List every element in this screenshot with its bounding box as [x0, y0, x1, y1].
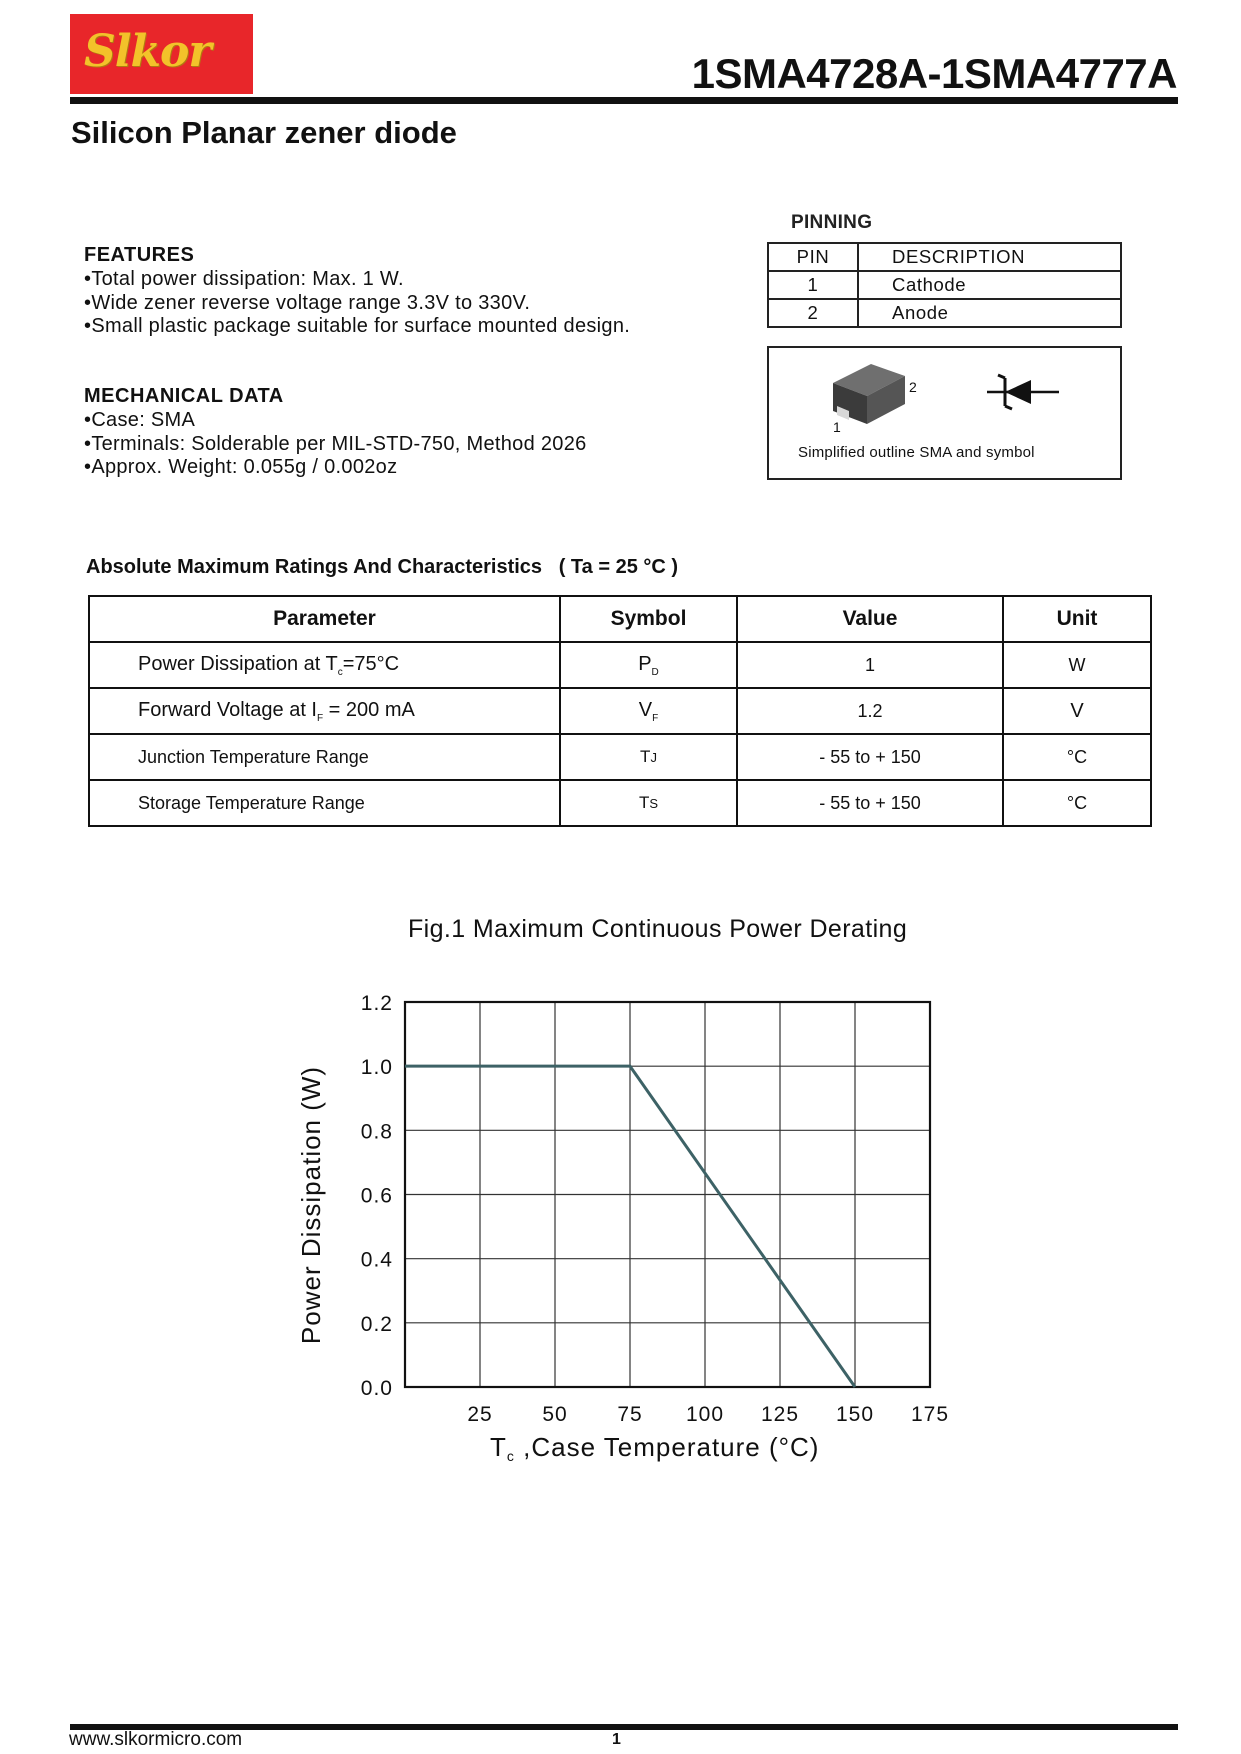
x-axis-label-tail: ,Case Temperature (°C) [514, 1432, 820, 1462]
pinning-heading: PINNING [791, 212, 873, 233]
y-axis-ticks [361, 992, 393, 1400]
table-cell: Junction Temperature Range [89, 734, 560, 780]
brand-logo-text: Slkor [84, 26, 211, 77]
table-cell: Anode [858, 299, 1121, 327]
x-tick-label: 100 [685, 1403, 725, 1426]
table-cell: °C [1003, 734, 1151, 780]
chart-title: Fig.1 Maximum Continuous Power Derating [408, 915, 908, 943]
y-tick-label: 0.6 [360, 1184, 393, 1208]
table-cell [560, 780, 737, 826]
table-header-cell: Value [737, 596, 1003, 642]
table-cell: V [1003, 688, 1151, 734]
table-header-row [768, 243, 1121, 271]
param-text: Forward Voltage at I [138, 698, 317, 721]
x-axis-label-sub: c [506, 1448, 515, 1464]
table-cell: 1 [737, 642, 1003, 688]
table-header-cell: DESCRIPTION [858, 243, 1121, 271]
table-row [89, 780, 1151, 826]
symbol-subscript: F [652, 712, 659, 724]
table-row [89, 734, 1151, 780]
table-header-cell: Parameter [89, 596, 560, 642]
symbol-subscript: D [651, 666, 659, 678]
x-tick-label: 75 [617, 1403, 643, 1426]
param-text: Power Dissipation at T [138, 652, 338, 675]
table-cell: 2 [768, 299, 858, 327]
footer-url: www.slkormicro.com [69, 1729, 243, 1750]
y-tick-label: 0.4 [360, 1248, 393, 1272]
list-item: • Terminals: Solderable per MIL-STD-750, Method 2026 [84, 433, 587, 457]
x-axis-label [490, 1432, 819, 1464]
table-cell: - 55 to + 150 [737, 780, 1003, 826]
page-number: 1 [612, 1731, 621, 1748]
list-item: • Case: SMA [84, 409, 587, 433]
table-cell [89, 642, 560, 688]
document-title: Silicon Planar zener diode [71, 115, 457, 150]
x-axis-label-main: T [490, 1432, 507, 1462]
outline-caption: Simplified outline SMA and symbol [798, 444, 1035, 461]
table-header-cell: PIN [768, 243, 858, 271]
list-item: • Small plastic package suitable for surface mounted design. [84, 315, 630, 339]
x-tick-label: 150 [835, 1403, 875, 1426]
table-cell: Storage Temperature Range [89, 780, 560, 826]
x-tick-label: 50 [542, 1403, 568, 1426]
table-header-cell: Unit [1003, 596, 1151, 642]
table-cell [560, 734, 737, 780]
zener-diode-symbol-icon [987, 375, 1059, 409]
mechanical-heading: MECHANICAL DATA [84, 385, 284, 407]
list-item: • Approx. Weight: 0.055g / 0.002oz [84, 456, 587, 480]
param-tail: =75°C [342, 652, 400, 675]
y-tick-label: 0.8 [360, 1120, 393, 1144]
chart-grid [405, 1002, 930, 1387]
symbol-text: T [640, 747, 651, 766]
symbol-text: V [638, 698, 653, 721]
list-item: • Total power dissipation: Max. 1 W. [84, 268, 630, 292]
y-tick-label: 1.0 [360, 1056, 393, 1080]
features-heading: FEATURES [84, 244, 195, 266]
features-list [84, 268, 630, 339]
table-row [89, 642, 1151, 688]
x-tick-label: 25 [467, 1403, 493, 1426]
table-cell [560, 688, 737, 734]
y-axis-label: Power Dissipation (W) [296, 1065, 326, 1345]
table-row [768, 271, 1121, 299]
package-pin-label: 1 [833, 419, 841, 435]
table-cell: Cathode [858, 271, 1121, 299]
brand-logo [70, 14, 253, 94]
symbol-subscript: J [650, 750, 657, 765]
symbol-text: T [638, 793, 650, 812]
x-axis-ticks [467, 1403, 949, 1426]
symbol-text: P [638, 652, 652, 675]
table-cell: - 55 to + 150 [737, 734, 1003, 780]
list-item: • Wide zener reverse voltage range 3.3V to 330V. [84, 292, 630, 316]
power-derating-chart [280, 980, 980, 1480]
param-subscript: F [316, 712, 324, 724]
table-header-row [89, 596, 1151, 642]
table-cell [89, 688, 560, 734]
package-pin-label: 2 [909, 379, 917, 395]
symbol-subscript: S [649, 796, 659, 811]
ratings-condition: ( Ta = 25 °C ) [558, 556, 679, 578]
ratings-table [88, 595, 1152, 827]
table-row [768, 299, 1121, 327]
table-cell: °C [1003, 780, 1151, 826]
table-cell: 1.2 [737, 688, 1003, 734]
header-divider [70, 97, 1178, 104]
ratings-heading [86, 556, 678, 579]
x-tick-label: 125 [760, 1403, 800, 1426]
part-number: 1SMA4728A-1SMA4777A [691, 50, 1177, 97]
pinning-table [767, 242, 1122, 328]
table-cell: W [1003, 642, 1151, 688]
y-tick-label: 0.2 [360, 1312, 393, 1336]
param-subscript: c [337, 666, 343, 678]
y-tick-label: 1.2 [360, 992, 393, 1015]
table-header-cell: Symbol [560, 596, 737, 642]
ratings-heading-text: Absolute Maximum Ratings And Characteristics [86, 556, 543, 578]
y-tick-label: 0.0 [360, 1377, 393, 1400]
param-tail: = 200 mA [323, 698, 415, 721]
table-cell [560, 642, 737, 688]
table-cell: 1 [768, 271, 858, 299]
x-tick-label: 175 [910, 1403, 950, 1426]
table-row [89, 688, 1151, 734]
mechanical-list [84, 409, 587, 480]
